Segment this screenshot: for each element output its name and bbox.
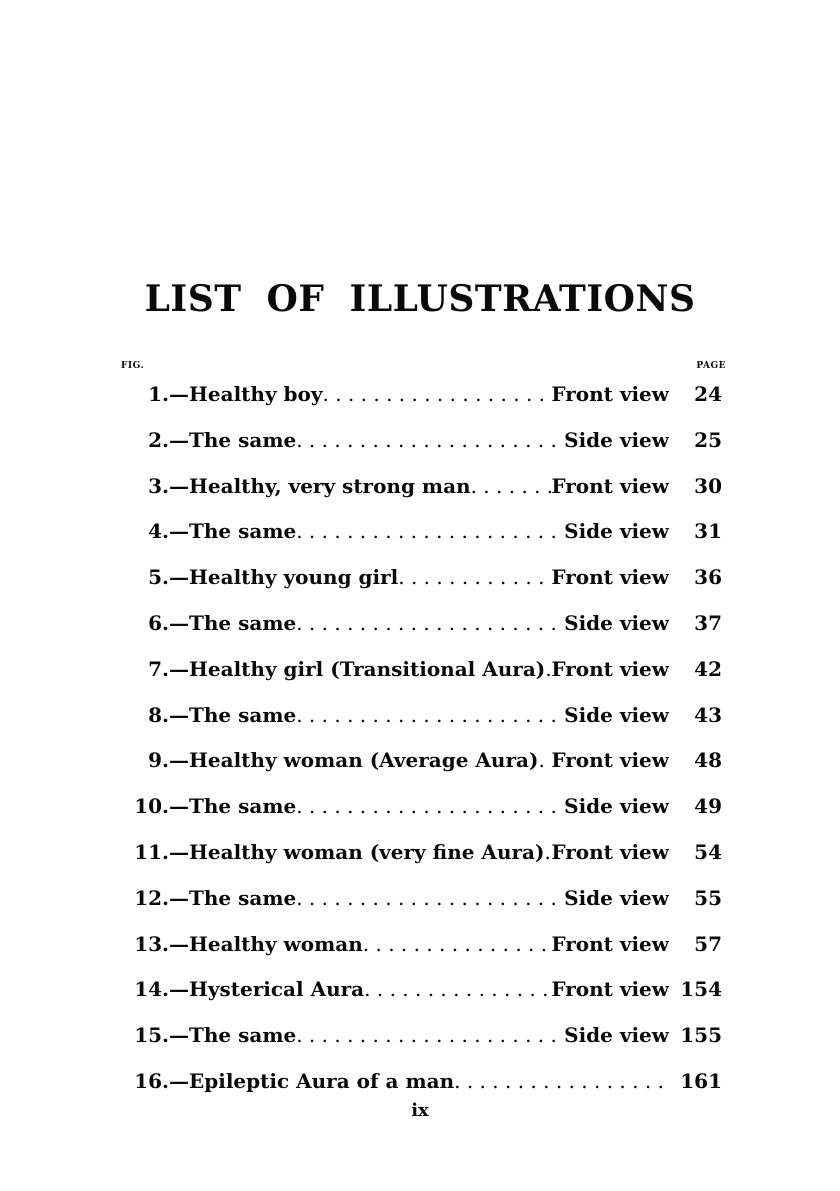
entry-body (169, 469, 669, 503)
figure-description: —Healthy woman (169, 931, 363, 956)
view-label: Front view (551, 977, 669, 1002)
view-label: Side view (564, 519, 669, 544)
entry-body (169, 835, 669, 869)
list-item (0, 698, 840, 732)
page-ref: 43 (694, 702, 722, 727)
dot-leader (364, 972, 551, 1006)
list-item (0, 652, 840, 686)
page-ref: 154 (680, 977, 722, 1002)
entry-body (169, 881, 669, 915)
figure-description: —The same (169, 794, 297, 819)
entry-body (169, 1018, 669, 1052)
view-label: Side view (564, 1023, 669, 1048)
page-ref: 36 (694, 565, 722, 590)
entry-body (169, 560, 669, 594)
page-column-header: PAGE (696, 361, 726, 371)
entry-body (169, 789, 669, 823)
figure-number: 11. (134, 840, 169, 864)
view-label: Front view (551, 382, 669, 406)
list-item (0, 743, 840, 777)
page-ref: 57 (694, 931, 722, 956)
dot-leader (296, 423, 564, 457)
figure-number: 10. (134, 794, 169, 819)
figure-number: 1. (148, 382, 169, 406)
dot-leader (296, 698, 564, 732)
figure-number: 6. (148, 611, 169, 635)
view-label: Front view (551, 748, 669, 773)
entry-body (169, 423, 669, 457)
entry-body (169, 377, 669, 411)
list-item (0, 377, 840, 411)
figure-number: 14. (134, 977, 169, 1002)
list-item (0, 927, 840, 961)
list-item (0, 606, 840, 640)
page-ref: 31 (694, 519, 722, 544)
figure-number: 4. (148, 519, 169, 544)
entry-body (169, 514, 669, 548)
dot-leader (471, 469, 552, 503)
view-label: Front view (551, 473, 669, 498)
page-ref: 37 (694, 611, 722, 635)
figure-description: —Healthy woman (very fine Aura) (169, 840, 545, 864)
dot-leader (296, 881, 564, 915)
figure-number: 16. (134, 1069, 169, 1093)
view-label: Side view (564, 611, 669, 635)
figure-number: 8. (148, 702, 169, 727)
dot-leader (544, 835, 551, 869)
list-item (0, 972, 840, 1006)
figure-description: —The same (169, 519, 297, 544)
figure-description: —The same (169, 427, 297, 452)
list-item (0, 423, 840, 457)
dot-leader (323, 377, 552, 411)
entry-body (169, 743, 669, 777)
dot-leader (398, 560, 551, 594)
entry-body (169, 606, 669, 640)
page-ref: 55 (694, 885, 722, 910)
figure-description: —Epileptic Aura of a man (169, 1069, 455, 1093)
dot-leader (363, 927, 552, 961)
fig-column-header: FIG. (121, 361, 145, 371)
view-label: Side view (564, 885, 669, 910)
view-label: Front view (551, 840, 669, 864)
view-label: Side view (564, 702, 669, 727)
dot-leader (454, 1064, 669, 1098)
page-ref: 42 (694, 656, 722, 681)
figure-number: 15. (134, 1023, 169, 1048)
page-ref: 49 (694, 794, 722, 819)
figure-description: —The same (169, 702, 297, 727)
page-number: ix (411, 1100, 429, 1121)
page-ref: 48 (694, 748, 722, 773)
page-ref: 30 (694, 473, 722, 498)
figure-description: —Healthy woman (Average Aura) (169, 748, 539, 773)
view-label: Side view (564, 427, 669, 452)
dot-leader (296, 789, 564, 823)
list-item (0, 469, 840, 503)
entry-body (169, 972, 669, 1006)
figure-description: —Healthy girl (Transitional Aura) (169, 656, 546, 681)
view-label: Side view (564, 794, 669, 819)
page-ref: 54 (694, 840, 722, 864)
figure-number: 12. (134, 885, 169, 910)
figure-number: 2. (148, 427, 169, 452)
figure-description: —Hysterical Aura (169, 977, 365, 1002)
page-ref: 24 (694, 382, 722, 406)
entry-body (169, 652, 669, 686)
list-item (0, 881, 840, 915)
page-title: LIST OF ILLUSTRATIONS (144, 278, 696, 320)
page-ref: 161 (680, 1069, 722, 1093)
page-ref: 155 (680, 1023, 722, 1048)
list-item (0, 1064, 840, 1098)
figure-description: —The same (169, 611, 297, 635)
figure-description: —The same (169, 885, 297, 910)
dot-leader (296, 1018, 564, 1052)
list-item (0, 560, 840, 594)
dot-leader (296, 606, 564, 640)
list-item (0, 835, 840, 869)
entry-body (169, 1064, 669, 1098)
entry-body (169, 927, 669, 961)
page-ref: 25 (694, 427, 722, 452)
figure-description: —Healthy, very strong man (169, 473, 471, 498)
view-label: Front view (551, 931, 669, 956)
figure-number: 5. (148, 565, 169, 590)
figure-number: 9. (148, 748, 169, 773)
figure-description: —Healthy young girl (169, 565, 399, 590)
entry-body (169, 698, 669, 732)
dot-leader (296, 514, 564, 548)
view-label: Front view (551, 565, 669, 590)
list-item (0, 514, 840, 548)
figure-number: 7. (148, 656, 169, 681)
figure-description: —The same (169, 1023, 297, 1048)
figure-description: —Healthy boy (169, 382, 323, 406)
figure-number: 13. (134, 931, 169, 956)
list-item (0, 1018, 840, 1052)
view-label: Front view (551, 656, 669, 681)
figure-number: 3. (148, 473, 169, 498)
dot-leader (538, 743, 551, 777)
list-item (0, 789, 840, 823)
